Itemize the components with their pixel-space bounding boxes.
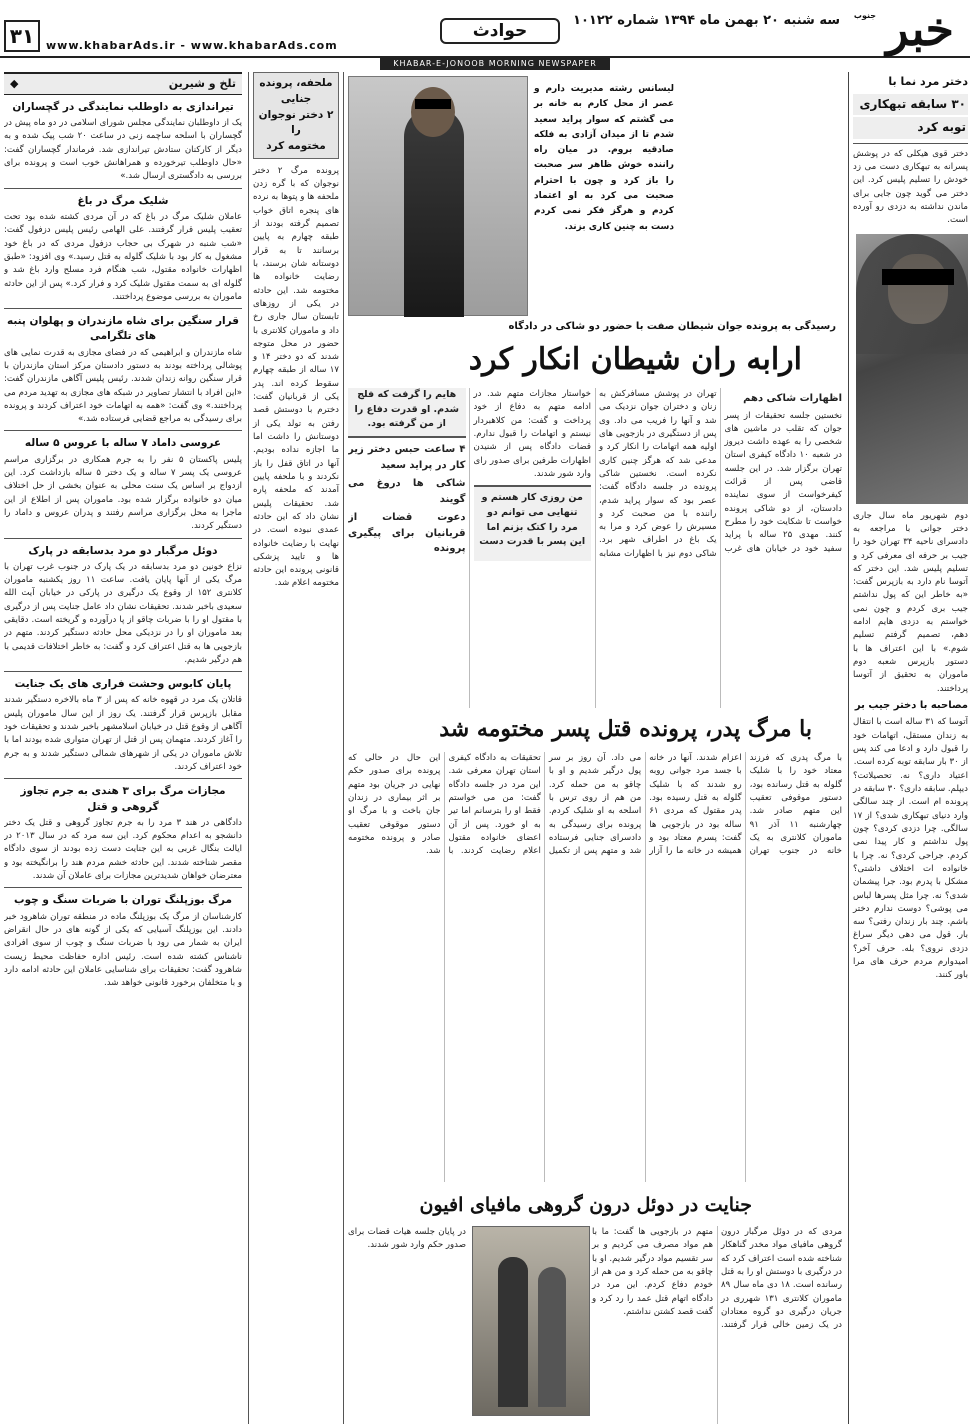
left-column [4, 72, 242, 1424]
story3-body: مردی که در دوئل مرگبار درون گروهی مافیای مواد مخدر گناهکار شناخته شده است اعتراف کرد که در درگیری با دوستش او را به قتل رسانده است. ۱۸ دی ماه سال ۸۹ ماموران کلانتری ۱۳۱ شهرری در جریان درگیری دو گروه معتادان در یک زمین خالی قرار گرفتند. متهم در بازجویی ها گفت: ما با هم مواد مصرف می کردیم و بر سر تقسیم مواد درگیر شدیم. او با چاقو به من حمله کرد و من هم از خودم دفاع کردم. این مرد در دادگاه اتهام قتل عمد را رد کرد و گفت قصد کشتن نداشتم. [592, 1227, 842, 1331]
list-item [4, 100, 242, 189]
section-title[interactable]: حوادث [440, 18, 560, 44]
right-column [848, 72, 968, 1424]
midleft-headline-1: ۲ دختر نوجوان را [258, 108, 334, 137]
news-body: کارشناسان از مرگ یک بوزپلنگ ماده در منطقه توران شاهرود خبر دادند. این بوزپلنگ آسیایی که یکی از گونه های در حال انقراض ایران به شمار می رود با ضربات سنگ و چوب از سوی افرادی ناشناس کشته شده است. رئیس اداره حفاظت محیط زیست شاهرود گفت: تحقیقات برای شناسایی عاملان این حادثه ادامه دارد و با متخلفان برخورد قانونی خواهد شد. [4, 911, 242, 989]
main-story-body [348, 388, 842, 708]
logo-word: خبر [886, 2, 954, 56]
news-body: دادگاهی در هند ۳ مرد را به جرم تجاوز گروهی و قتل یک دختر دانشجو به اعدام محکوم کرد. این سه مرد که در سال ۲۰۱۳ در ایالت بنگال غربی به این جنایت دست زده بودند از سوی دادگاه مقصر شناخته شدند. این حادثه خشم مردم هند را برانگیخته بود و معترضان خواهان شدیدترین مجازات برای عاملان آن شدند. [4, 817, 242, 882]
news-title[interactable]: تیراندازی به داوطلب نمایندگی در گچساران [12, 100, 234, 113]
main-headline[interactable]: ارابه ران شیطان انکار کرد [468, 342, 802, 377]
page-number: ۳۱ [4, 20, 40, 52]
suspect-head [411, 87, 455, 137]
divider [4, 430, 242, 431]
left-section-tag [4, 72, 242, 95]
masthead [0, 0, 970, 70]
news-title[interactable]: عروسی داماد ۷ ساله با عروس ۵ ساله [24, 437, 222, 450]
left-news-list [4, 100, 242, 991]
main-sub-3: شاکی ها دروغ می گویند [348, 478, 466, 505]
list-item [4, 314, 242, 431]
story2-headline[interactable]: با مرگ پدر، پرونده قتل پسر مختومه شد [439, 716, 812, 742]
news-title[interactable]: مرگ بوزپلنگ توران با ضربات سنگ و چوب [14, 894, 232, 907]
divider [4, 538, 242, 539]
censor-bar [882, 269, 954, 285]
divider [853, 143, 968, 144]
defendant-figure [498, 1257, 528, 1407]
newspaper-logo[interactable] [852, 2, 962, 60]
news-body: شاه مازندران و ابراهیمی که در فضای مجازی به قدرت نمایی های پوشالی پرداخته بودند به دستور دادستان مرکز استان مازندران با قرار سنگین روانه زندان شدند. رئیس پلیس آگاهی مازندران گفت: «این افراد با انتشار تصاویر در شبکه های مجازی به تهدید مردم می پرداختند.» وی گفت: «همه به اتهامات خود اعتراف کردند و پرونده برای رسیدگی به مراجع قضایی فرستاده شد.» [4, 347, 242, 425]
english-banner: KHABAR-E-JONOOB MORNING NEWSPAPER [380, 58, 610, 70]
right-qa: اعتیاد داری؟ نه. تحصیلاتت؟ دیپلم. سابقه داری؟ ۳۰ سابقه در پرونده ام است. از چند سالگی وارد دنیای تبهکاری شدی؟ از ۱۷ سالگی. چرا دزدی کردی؟ چون پول نداشتم و کار پیدا نمی کردم. جراحی کردی؟ نه. چرا با خانواده ات اختلاف داشتی؟ مشکل با پدرم بود. جرا پیشمان شدی؟ نه. چرا مثل پسرها لباس می پوشی؟ دوست ندارم دختر باشم. چند بار زندان رفتی؟ سه بار. قول می دهی دیگر سراغ دزدی نروی؟ بله. حرف آخر؟ امیدوارم مردم حرف های مرا باور کنند. [853, 770, 968, 981]
list-item [4, 784, 242, 888]
divider [4, 887, 242, 888]
news-body: یک از داوطلبان نمایندگی مجلس شورای اسلامی در دو ماه پیش در گچساران با اسلحه ساچمه زنی در ساعت ۲۰ شب پیک شده و به دیگر از کارکنان ستادش تیراندازی شد. فرماندار گچساران گفت: «حال داوطلب تیرخورده و همراهانش خوب است و پرونده برای بررسی به دادگستری ارسال شد.» [4, 118, 242, 182]
photo-quote: لیسانس رشته مدیریت دارم و عصر از محل کارم به خانه بر می گشتم که سوار پراید سعید شدم تا از میدان آزادی به فلکه صادقیه بروم. در میان راه راننده خوش ظاهر سر صحبت را باز کرد و چون با احترام صحبت می کرد به او اعتماد کردم و هرگز فکر نمی کردم دست به چنین کاری بزند. [534, 84, 674, 232]
story3-headline[interactable]: جنایت در دوئل درون گروهی مافیای افیون [419, 1194, 752, 1216]
news-body: قاتلان یک مرد در قهوه خانه که پس از ۳ ماه بالاخره دستگیر شدند مقابل بازپرس قرار گرفتند. یک روز از این سال ماموران پلیس آگاهی از وقوع قتل در خیابان اسلامشهر باخبر شدند و تحقیقات خود را آغاز کردند. متهمان پس از قتل از تهران متواری شده بودند اما با تلاش ماموران در یکی از شهرهای شمالی دستگیر شدند و به جرم خود اعتراف کردند. [4, 695, 242, 773]
news-body: عاملان شلیک مرگ در باغ که در آن مردی کشته شده بود تحت تعقیب پلیس قرار گرفتند. علی الهامی رئیس پلیس دزفول گفت: «شب شنبه در شهرک بی حجاب دزفول مردی که در باغ خود مشغول به کار بود با شلیک گلوله به قتل رسید.» وی افزود: «طبق اظهارات خانواده مقتول، شب هنگام فرد مسلح وارد باغ شد و گلوله ای به سمت مقتول شلیک کرد و فرار کرد.» پس از این حادثه ماموران به بررسی موضوع پرداختند. [4, 211, 242, 302]
main-sub-4: دعوت قضات از قربانیان برای پیگیری پرونده [348, 512, 466, 555]
woman-photo [856, 234, 968, 504]
right-title-2: توبه کرد [853, 117, 968, 138]
right-body-2: آتوسا که ۳۱ ساله است با انتقال به زندان مستقل، اتهامات خود را قبول دارد و ادعا می کند پس از ۳۰ بار سابقه توبه کرده است. [853, 717, 968, 768]
midleft-headline-2: مختومه کرد [266, 140, 326, 152]
news-title[interactable]: دوئل مرگبار دو مرد بدسابقه در پارک [28, 544, 218, 557]
right-title-1: ۳۰ سابقه تبهکاری [853, 94, 968, 115]
news-body: نزاع خونین دو مرد بدسابقه در یک پارک در جنوب غرب تهران با مرگ یکی از آنها پایان یافت. ساعت ۱۱ روز یکشنبه ماموران کلانتری ۱۵۲ از وقوع یک درگیری در پارکی در خیابان آیت الله سعیدی باخبر شدند. تحقیقات نشان داد عامل جنایت پس از درگیری با مقتول او را با ضربات چاقو از پا درآورده و گریخته است. دقایقی بعد ماموران او را در نزدیکی محل حادثه دستگیر کردند. متهم در بازجویی ها به قتل اعتراف کرد و گفت: به خاطر اختلافات قدیمی با هم درگیر شدیم. [4, 561, 242, 665]
news-title[interactable]: پایان کابوس وحشت فراری های یک جنایت [14, 678, 232, 691]
suspect-body [404, 107, 464, 317]
main-body-text: نخستین جلسه تحقیقات از پسر جوان که تقلب در ماشین های شخصی را به عهده داشت دیروز در شعبه ۱۰ دادگاه کیفری استان تهران برگزار شد. در این جلسه قاضی پس از قرائت کیفرخواست از سوی نماینده دادستان، از دو شاکی پرونده خواست تا شکایت خود را مطرح کنند. مهدی ۲۵ ساله با پراید سفید خود در خیابان های غرب تهران در پوشش مسافرکش به زنان و دختران جوان نزدیک می شد و آنها را فریب می داد. وی پس از دستگیری در بازجویی های اولیه همه اتهامات را انکار کرد و مدعی شد که هرگز چنین کاری نکرده است. نخستین شاکی پرونده در جلسه دادگاه گفت: عصر بود که سوار پراید شدم، راننده با من صحبت کرد و مسیرش را عوض کرد و مرا به یک باغ در اطراف شهر برد. شاکی دوم نیز با اظهارات مشابه خواستار مجازات متهم شد. در ادامه متهم به دفاع از خود پرداخت و گفت: من کلاهبردار نیستم و اتهامات را قبول ندارم. قضات دادگاه پس از شنیدن اظهارات طرفین برای صدور رای وارد شور شدند. [473, 389, 842, 559]
list-item [4, 544, 242, 673]
right-intro: دختر قوی هیکلی که در پوشش پسرانه به تبهکاری دست می زد خودش را تسلیم پلیس کرد. این دختر می گوید چون جایی برای ماندن نداشته به دزدی رو آورده است. [853, 148, 968, 226]
court-photo [472, 1226, 590, 1416]
news-body: پلیس پاکستان ۵ نفر را به جرم همکاری در برگزاری مراسم عروسی یک پسر ۷ ساله و یک دختر ۵ ساله بازداشت کرد. این ازدواج بر اساس یک سنت محلی به عنوان بخشی از حل اختلاف میان دو خانواده برگزار شده بود. ماموران پس از اطلاع از این ماجرا به محل برگزاری مراسم رفتند و پدران عروس و داماد را دستگیر کردند. [4, 454, 242, 532]
news-title[interactable]: شلیک مرگ در باغ [77, 194, 169, 207]
scarf-shape [856, 234, 968, 354]
main-sub-2: ۴ ساعت حبس دختر زیر کار در پراید سعید [348, 444, 466, 471]
list-item [4, 436, 242, 538]
divider [4, 671, 242, 672]
news-title[interactable]: قرار سنگین برای شاه مازندران و پهلوان پنبه های تلگرامی [6, 315, 240, 343]
censor-bar [415, 99, 451, 109]
right-kicker: دختر مرد نما با [888, 75, 968, 88]
midleft-headline-box[interactable] [253, 72, 339, 159]
divider [4, 308, 242, 309]
center-column [348, 72, 842, 1424]
news-title[interactable]: مجازات مرگ برای ۳ هندی به جرم تجاوز گروهی و قتل [20, 785, 226, 813]
website-url[interactable]: www.khabarAds.ir - www.khabarAds.com [46, 39, 338, 52]
midleft-body: پرونده مرگ ۲ دختر نوجوان که با گره زدن ملحفه ها و پتوها به نرده های پنجره اتاق خواب تصمیم گرفته بودند از طبقه چهارم به پایین برسانند تا به قرار دوستانه شان برسند، با رضایت خانواده ها مختومه شد. این حادثه در یکی از روزهای تابستان سال جاری رخ داد و ماموران کلانتری با حضور در محل متوجه شدند که دو دختر ۱۴ و ۱۷ ساله از طبقه چهارم سقوط کرده اند. پدر یکی از قربانیان گفت: دخترم با دوستش قصد رفتن به تولد یکی از دوستانش را داشت اما ما اجازه نداده بودیم. آنها در اتاق قفل را باز نکردند و با ملحفه پایین آمدند که ملحفه پاره شد. تحقیقات پلیس نشان داد که این حادثه عمدی نبوده است. در نهایت با رضایت خانواده ها و تایید پزشکی قانونی پرونده این حادثه مختومه اعلام شد. [253, 165, 339, 589]
divider [4, 188, 242, 189]
list-item [4, 194, 242, 309]
divider [4, 778, 242, 779]
main-kicker: رسیدگی به پرونده جوان شیطان صفت با حضور دو شاکی در دادگاه [508, 321, 836, 332]
midleft-kicker: ملحفه، پرونده جنایی [259, 77, 333, 105]
suspect-photo [348, 76, 528, 316]
right-body: دوم شهریور ماه سال جاری دختر جوانی با مراجعه به دادسرای ناحیه ۳۴ تهران خود را جیب بر حرفه ای معرفی کرد و تسلیم پلیس شد. این دختر که آتوسا نام دارد به بازپرس گفت: «به خاطر این که پول نداشتم جیب بری کردم و چون نمی خواستم به دزدی هایم ادامه دهم، تصمیم گرفتم تسلیم شوم.» با این اعتراف ها با دستور بازپرس شعبه دوم ماموران به تحقیق از آتوسا پرداختند. [853, 510, 968, 694]
list-item [4, 893, 242, 990]
logo-small: جنوب [853, 11, 876, 20]
midleft-column [248, 72, 344, 1424]
tag-ornament-icon: ◆ [10, 77, 19, 90]
right-subhead: مصاحبه با دختر جیب بر [854, 699, 968, 711]
story3-body-b: در پایان جلسه هیات قضات برای صدور حکم وارد شور شدند. [348, 1227, 466, 1251]
guard-figure [538, 1267, 566, 1407]
left-tag-label: تلخ و شیرین [168, 77, 236, 90]
story2-body: با مرگ پدری که فرزند معتاد خود را با شلیک گلوله به قتل رسانده بود، دستور موقوفی تعقیب این متهم صادر شد. چهارشنبه ۱۱ آذر ۹۱ ماموران کلانتری به یک خانه در جنوب تهران اعزام شدند. آنها در خانه با جسد مرد جوانی روبه رو شدند که با شلیک گلوله به قتل رسیده بود. پدر مقتول که مردی ۶۱ ساله بود در بازجویی ها گفت: پسرم معتاد بود و همیشه در خانه ما را آزار می داد. آن روز بر سر پول درگیر شدیم و او با چاقو به من حمله کرد. من هم از روی ترس با اسلحه به او شلیک کردم. پرونده برای رسیدگی به دادسرای جنایی فرستاده شد و متهم پس از تکمیل تحقیقات به دادگاه کیفری استان تهران معرفی شد. این مرد در جلسه دادگاه گفت: من می خواستم فقط او را بترسانم اما تیر به او خورد. پس از آن اعضای خانواده مقتول اعلام رضایت کردند. با این حال در حالی که پرونده برای صدور حکم نهایی در جریان بود متهم بر اثر بیماری در زندان جان باخت و با مرگ او دستور موقوفی تعقیب صادر و پرونده مختومه شد. [348, 753, 842, 857]
issue-date: سه شنبه ۲۰ بهمن ماه ۱۳۹۴ شماره ۱۰۱۲۲ [573, 13, 840, 28]
main-sub-1: اظهارات شاکی دهم [743, 393, 842, 404]
pull-quote: من روزی کار هستم و تنهایی می توانم دو مرد را کتک بزنم اما این پسر با قدرت دست هایم را گرفت که فلج شدم. او قدرت دفاع را از من گرفته بود. [348, 388, 591, 561]
list-item [4, 677, 242, 779]
